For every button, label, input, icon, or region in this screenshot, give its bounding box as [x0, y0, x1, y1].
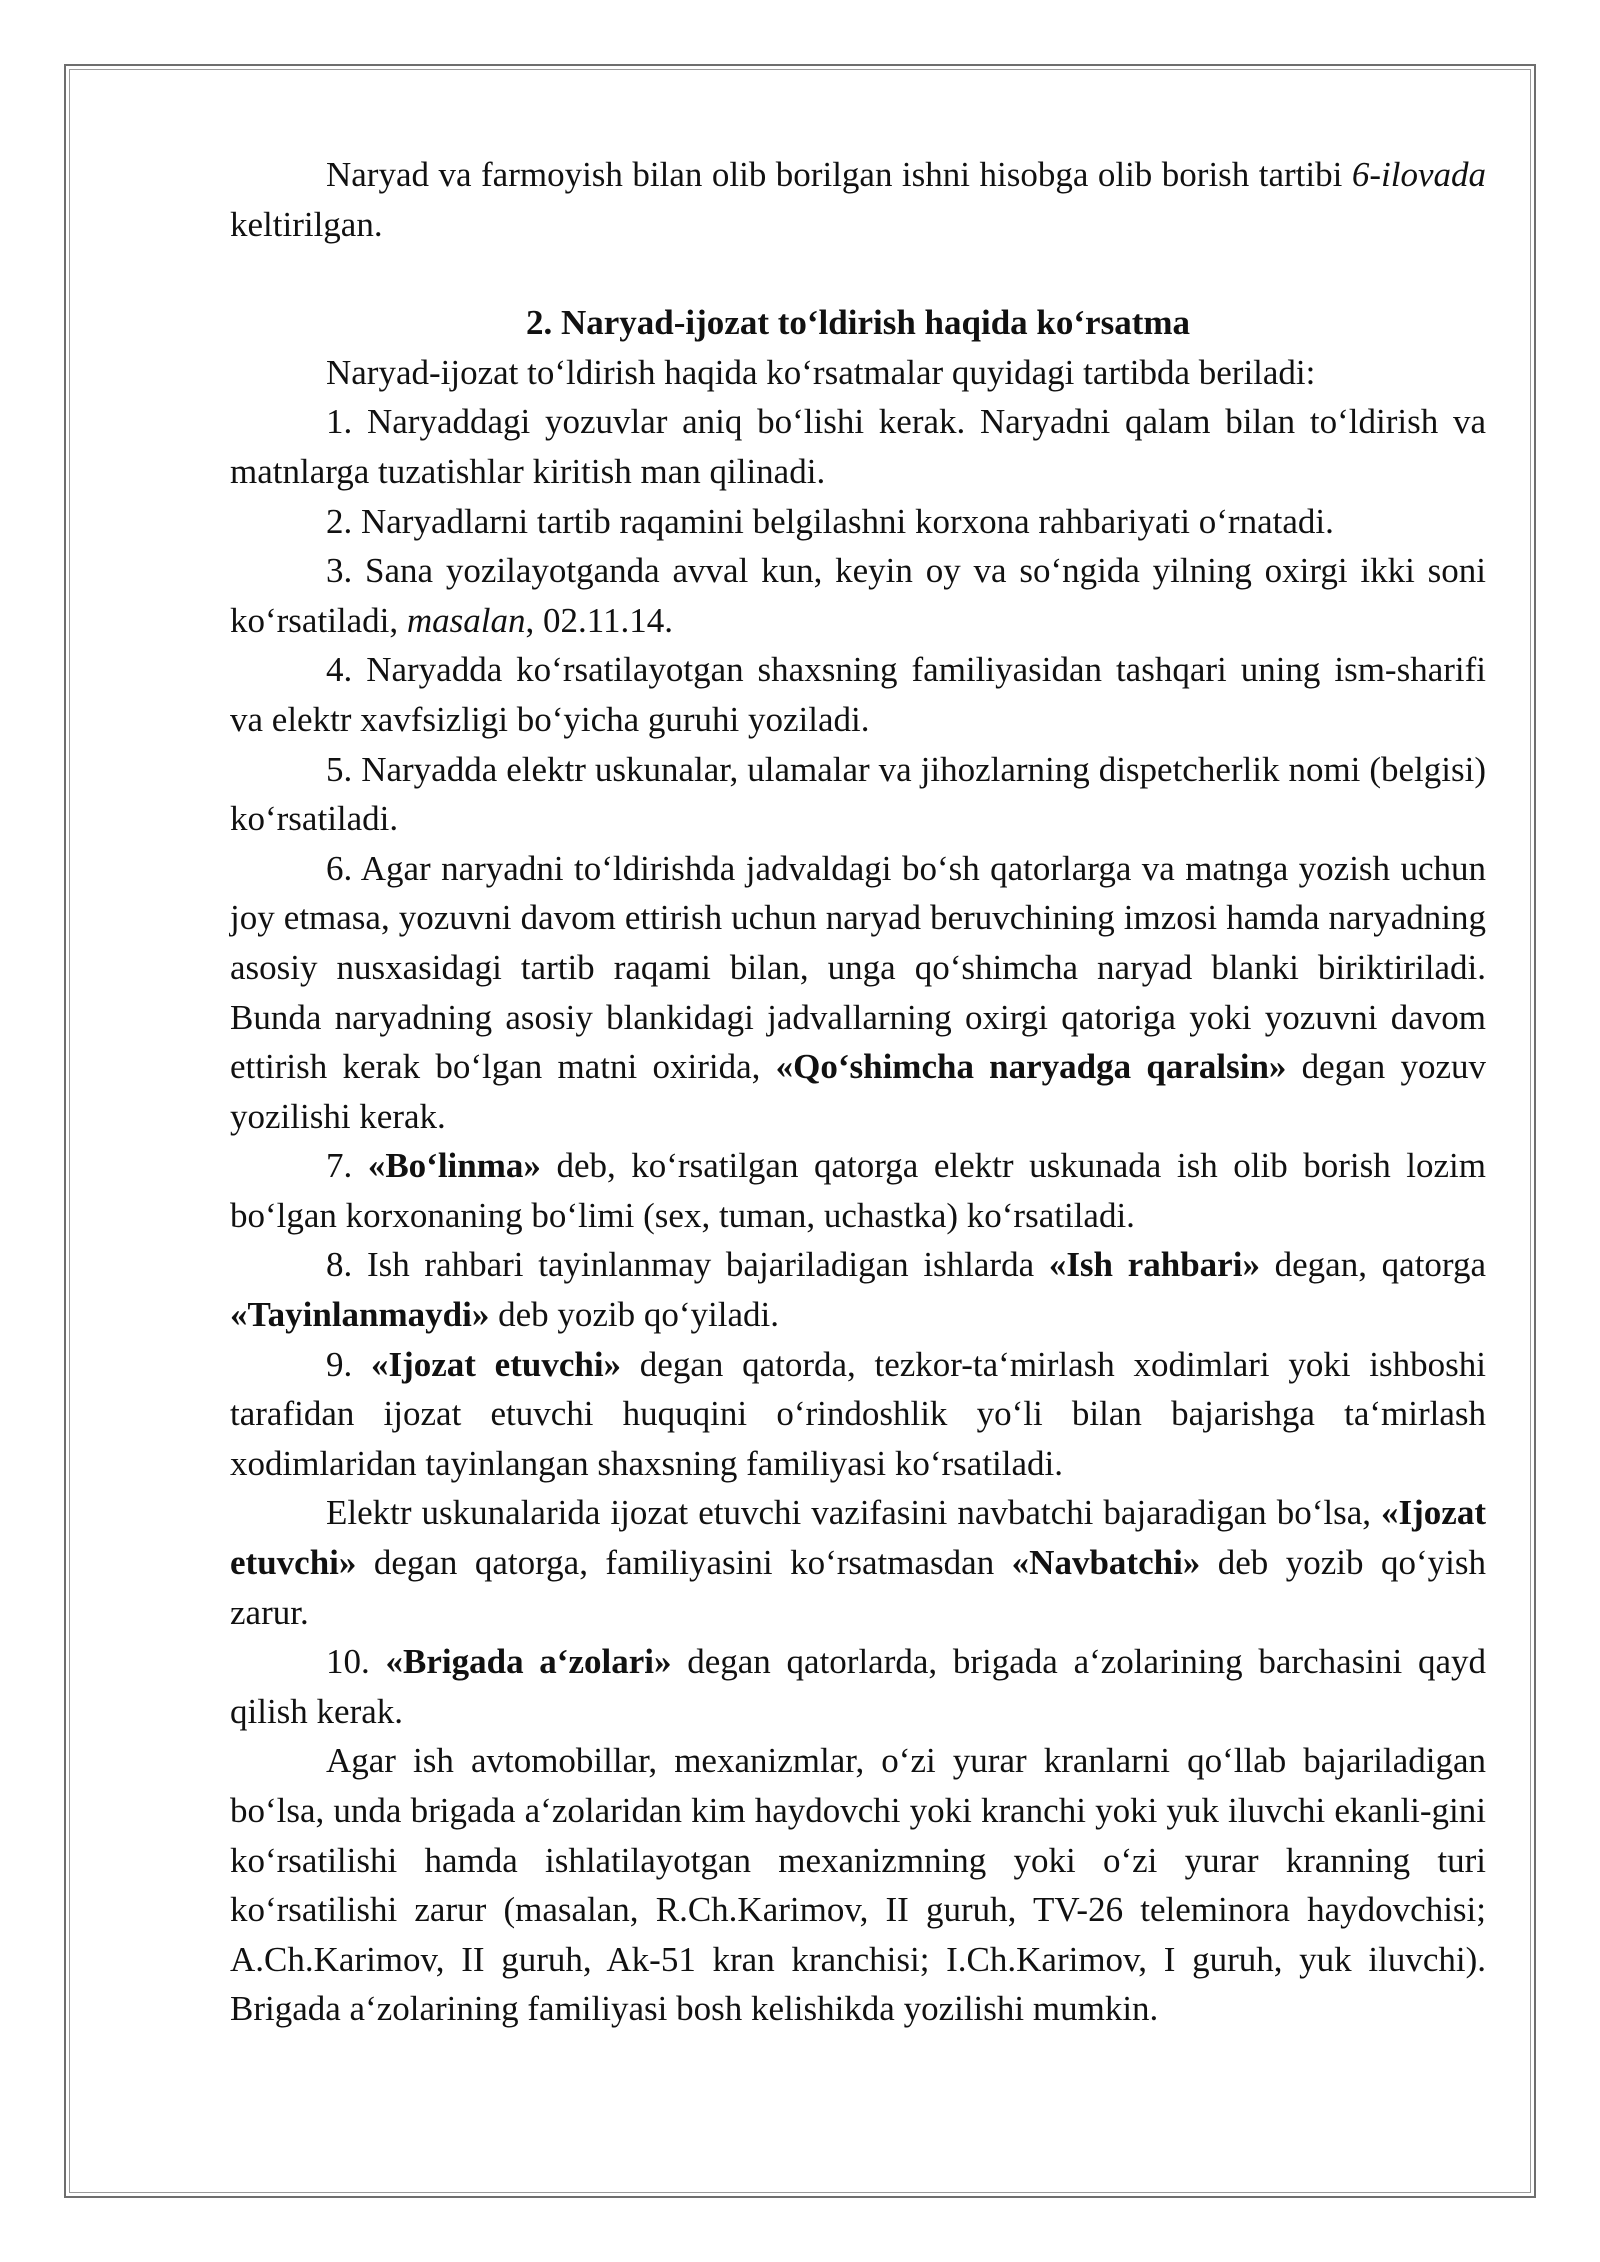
quoted-term: «Ijozat etuvchi» [370, 1344, 622, 1384]
item-8: 8. Ish rahbari tayinlanmay bajariladigan ishlarda «Ish rahbari» degan, qatorga «Tayinlanmaydi» deb yozib qo‘yiladi. [230, 1245, 1486, 1335]
quoted-term: «Brigada a‘zolari» [385, 1642, 672, 1682]
item-4: 4. Naryadda ko‘rsatilayotgan shaxsning familiyasidan tashqari uning ism-sharifi va elektr xavfsizligi bo‘yicha guruhi yoziladi. [230, 650, 1486, 739]
item-6: 6. Agar naryadni to‘ldirishda jadvaldagi bo‘sh qatorlarga va matnga yozish uchun joy etmasa, yozuvni davom ettirish uchun naryad beruvchining imzosi hamda naryadning asosiy nusxasidagi tartib raqami bilan, unga qo‘shimcha naryad blanki biriktiriladi. Bunda naryadning asosiy blankidagi jadvallarning oxirgi qatoriga yoki yozuvni davom ettirish kerak bo‘lgan matni oxirida, «Qo‘shimcha naryadga qaralsin» degan yozuv yozilishi kerak. [230, 848, 1486, 1136]
item-9-note: Elektr uskunalarida ijozat etuvchi vazifasini navbatchi bajaradigan bo‘lsa, «Ijozat etuvchi» degan qatorga, familiyasini ko‘rsatmasdan «Navbatchi» deb yozib qo‘yish zarur. [230, 1493, 1486, 1632]
item-1: 1. Naryaddagi yozuvlar aniq bo‘lishi kerak. Naryadni qalam bilan to‘ldirish va matnlarga tuzatishlar kiritish man qilinadi. [230, 402, 1486, 491]
item-7: 7. «Bo‘linma» deb, ko‘rsatilgan qatorga elektr uskunada ish olib borish lozim bo‘lgan korxonaning bo‘limi (sex, tuman, uchastka) ko‘rsatiladi. [230, 1146, 1487, 1235]
example-word: masalan [406, 600, 526, 640]
item-10-note: Agar ish avtomobillar, mexanizmlar, o‘zi yurar kranlarni qo‘llab bajariladigan bo‘lsa, unda brigada a‘zolaridan kim haydovchi yoki kranchi yoki yuk iluvchi ekanli-gini ko‘rsatilishi hamda ishlatilayotgan mexanizmning yoki o‘zi yurar kranning turi ko‘rsatilishi zarur (masalan, R.Ch.Karimov, II guruh, TV-26 teleminora haydovchisi; A.Ch.Karimov, II guruh, Ak-51 kran kranchisi; I.Ch.Karimov, I guruh, yuk iluvchi). Brigada a‘zolarining familiyasi bosh kelishikda yozilishi mumkin. [230, 1741, 1486, 2029]
quoted-term: «Ijozat etuvchi» [230, 1493, 1486, 1583]
item-3: 3. Sana yozilayotganda avval kun, keyin oy va so‘ngida yilning oxirgi ikki soni ko‘rsatiladi, masalan, 02.11.14. [230, 551, 1486, 640]
document-body [230, 150, 1486, 2034]
intro-paragraph [230, 150, 1486, 249]
appendix-reference: 6-ilovada [1351, 155, 1486, 194]
intro-text: Naryad va farmoyish bilan olib borilgan ishni hisobga olib borish tartibi [326, 155, 1352, 194]
item-10: 10. «Brigada a‘zolari» degan qatorlarda, brigada a‘zolarining barchasini qayd qilish kerak. [230, 1642, 1486, 1731]
item-5: 5. Naryadda elektr uskunalar, ulamalar va jihozlarning dispetcherlik nomi (belgisi) ko‘rsatiladi. [230, 749, 1486, 839]
quoted-term: «Ish rahbari» [1048, 1245, 1260, 1285]
item-2: 2. Naryadlarni tartib raqamini belgilashni korxona rahbariyati o‘rnatadi. [326, 501, 1334, 541]
quoted-term: «Bo‘linma» [367, 1146, 541, 1186]
quoted-term: «Navbatchi» [1011, 1543, 1201, 1583]
intro-text-end: keltirilgan. [230, 204, 383, 244]
section-title: 2. Naryad-ijozat to‘ldirish haqida ko‘rsatma [525, 303, 1191, 343]
item-9: 9. «Ijozat etuvchi» degan qatorda, tezkor-ta‘mirlash xodimlari yoki ishboshi tarafidan ijozat etuvchi huquqini o‘rindoshlik yo‘li bilan bajarishga ta‘mirlash xodimlaridan tayinlangan shaxsning familiyasi ko‘rsatiladi. [230, 1344, 1486, 1483]
quoted-term: «Tayinlanmaydi» [230, 1295, 490, 1335]
quoted-term: «Qo‘shimcha naryadga qaralsin» [775, 1047, 1287, 1087]
section-lead: Naryad-ijozat to‘ldirish haqida ko‘rsatmalar quyidagi tartibda beriladi: [326, 352, 1316, 392]
